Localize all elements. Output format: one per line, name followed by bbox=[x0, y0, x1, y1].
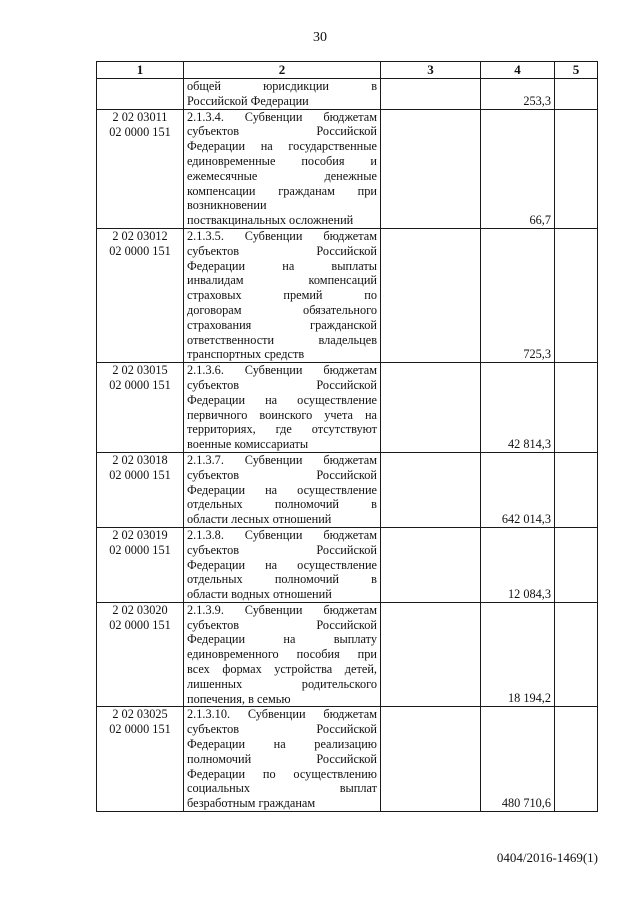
description-line: компенсации гражданам при bbox=[187, 183, 377, 198]
description-line: единовременного пособия при bbox=[187, 647, 377, 662]
budget-code-line: 2 02 03025 bbox=[112, 707, 168, 722]
amount-cell: 42 814,3 bbox=[481, 363, 555, 453]
description-line: субъектов Российской bbox=[187, 467, 377, 482]
description-line: субъектов Российской bbox=[187, 377, 377, 392]
description-line: всех формах устройства детей, bbox=[187, 662, 377, 677]
column-3-cell bbox=[381, 452, 481, 527]
description-cell bbox=[184, 79, 381, 110]
description-line: субъектов Российской bbox=[187, 243, 377, 258]
header-col-2: 2 bbox=[184, 62, 381, 79]
column-3-cell bbox=[381, 707, 481, 812]
table-row bbox=[97, 452, 598, 527]
description-line: возникновении bbox=[187, 198, 267, 213]
budget-code-line: 2 02 03020 bbox=[112, 602, 168, 617]
column-3-cell bbox=[381, 109, 481, 228]
description-line: Федерации на реализацию bbox=[187, 737, 377, 752]
description-line: области водных отношений bbox=[187, 587, 332, 602]
description-cell bbox=[184, 363, 381, 453]
description-line: субъектов Российской bbox=[187, 542, 377, 557]
column-3-cell bbox=[381, 602, 481, 707]
description-line: области лесных отношений bbox=[187, 512, 332, 527]
budget-code-line: 2 02 03019 bbox=[112, 527, 168, 542]
description-line: полномочий Российской bbox=[187, 751, 377, 766]
budget-code-line: 02 0000 151 bbox=[109, 124, 171, 139]
budget-code-cell bbox=[97, 79, 184, 110]
budget-code-cell bbox=[97, 452, 184, 527]
description-line: Федерации по осуществлению bbox=[187, 766, 377, 781]
description-cell bbox=[184, 452, 381, 527]
budget-code-line: 2 02 03018 bbox=[112, 452, 168, 467]
column-3-cell bbox=[381, 527, 481, 602]
amount-cell: 253,3 bbox=[481, 79, 555, 110]
budget-code-cell bbox=[97, 707, 184, 812]
description-line: общей юрисдикции в bbox=[187, 79, 377, 93]
column-3-cell bbox=[381, 363, 481, 453]
table-row bbox=[97, 228, 598, 362]
amount-cell: 725,3 bbox=[481, 228, 555, 362]
budget-code-line: 02 0000 151 bbox=[109, 722, 171, 737]
description-line: отдельных полномочий в bbox=[187, 572, 377, 587]
column-5-cell bbox=[555, 79, 598, 110]
description-line: территориях, где отсутствуют bbox=[187, 422, 377, 437]
description-cell bbox=[184, 228, 381, 362]
budget-table bbox=[96, 61, 598, 812]
description-line: Федерации на осуществление bbox=[187, 557, 377, 572]
budget-code-line: 02 0000 151 bbox=[109, 243, 171, 258]
amount-cell: 66,7 bbox=[481, 109, 555, 228]
description-line: ежемесячные денежные bbox=[187, 168, 377, 183]
amount-cell: 642 014,3 bbox=[481, 452, 555, 527]
budget-code-cell bbox=[97, 228, 184, 362]
description-line: инвалидам компенсаций bbox=[187, 273, 377, 288]
column-5-cell bbox=[555, 363, 598, 453]
description-line: Федерации на осуществление bbox=[187, 392, 377, 407]
table-row bbox=[97, 527, 598, 602]
description-line: 2.1.3.7. Субвенции бюджетам bbox=[187, 452, 377, 467]
description-line: ответственности владельцев bbox=[187, 332, 377, 347]
description-line: Федерации на осуществление bbox=[187, 482, 377, 497]
description-line: 2.1.3.4. Субвенции бюджетам bbox=[187, 109, 377, 124]
column-5-cell bbox=[555, 452, 598, 527]
description-line: страхования гражданской bbox=[187, 317, 377, 332]
column-3-cell bbox=[381, 228, 481, 362]
column-5-cell bbox=[555, 109, 598, 228]
budget-code-line: 2 02 03015 bbox=[112, 363, 168, 378]
description-line: Федерации на выплаты bbox=[187, 258, 377, 273]
page-number: 30 bbox=[313, 30, 327, 45]
budget-code-cell bbox=[97, 109, 184, 228]
description-line: Федерации на государственные bbox=[187, 139, 377, 154]
table-body bbox=[97, 79, 598, 812]
budget-code-line: 02 0000 151 bbox=[109, 378, 171, 393]
description-line: Российской Федерации bbox=[187, 93, 309, 108]
table-row bbox=[97, 363, 598, 453]
description-line: военные комиссариаты bbox=[187, 437, 309, 452]
budget-code-cell bbox=[97, 602, 184, 707]
table-row bbox=[97, 602, 598, 707]
budget-code-cell bbox=[97, 363, 184, 453]
document-number: 0404/2016-1469(1) bbox=[496, 850, 598, 865]
description-line: единовременные пособия и bbox=[187, 153, 377, 168]
amount-cell: 12 084,3 bbox=[481, 527, 555, 602]
column-5-cell bbox=[555, 602, 598, 707]
budget-code-line: 2 02 03011 bbox=[112, 109, 168, 124]
description-line: субъектов Российской bbox=[187, 722, 377, 737]
description-line: страховых премий по bbox=[187, 288, 377, 303]
header-col-4: 4 bbox=[481, 62, 555, 79]
description-line: лишенных родительского bbox=[187, 676, 377, 691]
table-row bbox=[97, 707, 598, 812]
budget-code-line: 02 0000 151 bbox=[109, 617, 171, 632]
description-line: субъектов Российской bbox=[187, 617, 377, 632]
table-row bbox=[97, 79, 598, 110]
header-col-1: 1 bbox=[97, 62, 184, 79]
description-line: социальных выплат bbox=[187, 781, 377, 796]
budget-code-line: 2 02 03012 bbox=[112, 228, 168, 243]
description-cell bbox=[184, 527, 381, 602]
description-line: 2.1.3.10. Субвенции бюджетам bbox=[187, 707, 377, 722]
column-5-cell bbox=[555, 527, 598, 602]
column-5-cell bbox=[555, 707, 598, 812]
header-col-5: 5 bbox=[555, 62, 598, 79]
column-3-cell bbox=[381, 79, 481, 110]
budget-code-line: 02 0000 151 bbox=[109, 542, 171, 557]
header-col-3: 3 bbox=[381, 62, 481, 79]
description-line: попечения, в семью bbox=[187, 691, 291, 706]
description-line: первичного воинского учета на bbox=[187, 407, 377, 422]
budget-code-cell bbox=[97, 527, 184, 602]
description-line: транспортных средств bbox=[187, 347, 305, 362]
amount-cell: 18 194,2 bbox=[481, 602, 555, 707]
budget-code-line: 02 0000 151 bbox=[109, 467, 171, 482]
description-cell bbox=[184, 109, 381, 228]
table-header-row bbox=[97, 62, 598, 79]
description-line: договорам обязательного bbox=[187, 302, 377, 317]
column-5-cell bbox=[555, 228, 598, 362]
description-line: отдельных полномочий в bbox=[187, 497, 377, 512]
amount-cell: 480 710,6 bbox=[481, 707, 555, 812]
table-row bbox=[97, 109, 598, 228]
description-line: безработным гражданам bbox=[187, 796, 316, 811]
description-line: субъектов Российской bbox=[187, 124, 377, 139]
description-line: 2.1.3.5. Субвенции бюджетам bbox=[187, 228, 377, 243]
description-line: поствакцинальных осложнений bbox=[187, 213, 354, 228]
description-line: 2.1.3.6. Субвенции бюджетам bbox=[187, 363, 377, 378]
description-line: 2.1.3.9. Субвенции бюджетам bbox=[187, 602, 377, 617]
description-cell bbox=[184, 707, 381, 812]
description-line: Федерации на выплату bbox=[187, 632, 377, 647]
description-line: 2.1.3.8. Субвенции бюджетам bbox=[187, 527, 377, 542]
description-cell bbox=[184, 602, 381, 707]
